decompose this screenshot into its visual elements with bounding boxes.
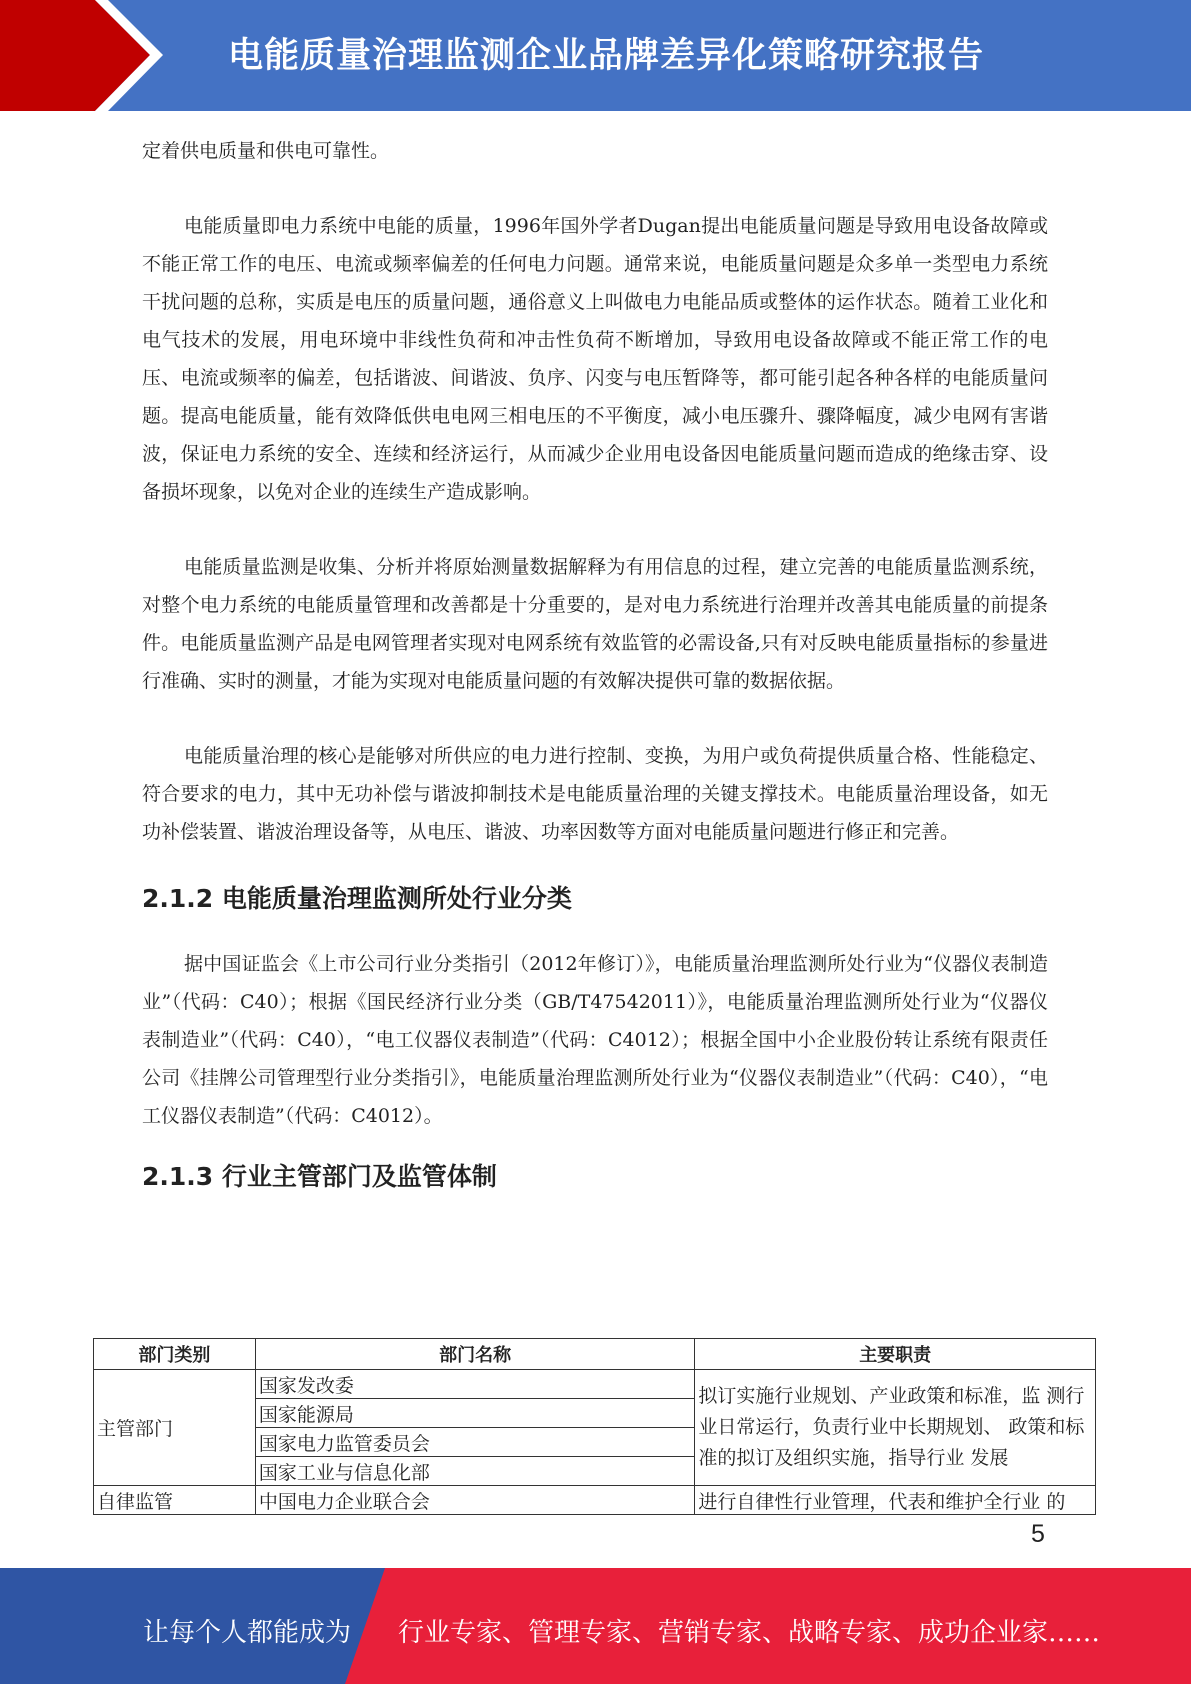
table-cell-dept-name: 国家工业与信息化部 [255, 1457, 695, 1486]
table-row [94, 1370, 1096, 1399]
table-header-cell: 部门类别 [94, 1339, 256, 1370]
section-heading-regulatory-system: 2.1.3 行业主管部门及监管体制 [142, 1162, 497, 1191]
paragraph-power-quality-monitoring: 电能质量监测是收集、分析并将原始测量数据解释为有用信息的过程，建立完善的电能质量监测系统，对整个电力系统的电能质量管理和改善都是十分重要的，是对电力系统进行治理并改善其电能质量的前提条件。电能质量监测产品是电网管理者实现对电网系统有效监管的必需设备,只有对反映电能质量指标的参量进行准确、实时的测量，才能为实现对电能质量问题的有效解决提供可靠的数据依据。 [142, 556, 1048, 692]
page-footer [0, 1568, 1191, 1684]
table-cell-category: 自律监管 [94, 1486, 256, 1515]
table-cell-duty: 进行自律性行业管理，代表和维护全行业 的 [695, 1486, 1096, 1515]
footer-slogan-right: 行业专家、管理专家、营销专家、战略专家、成功企业家…… [398, 1618, 1101, 1648]
table-header-cell: 主要职责 [695, 1339, 1096, 1370]
table-cell-dept-name: 国家电力监管委员会 [255, 1428, 695, 1457]
section-heading-industry-classification: 2.1.2 电能质量治理监测所处行业分类 [142, 884, 572, 913]
table-header-row [94, 1339, 1096, 1370]
main-content [142, 132, 1048, 1197]
table-cell-dept-name: 中国电力企业联合会 [255, 1486, 695, 1515]
paragraph-power-quality-definition: 电能质量即电力系统中电能的质量，1996年国外学者Dugan提出电能质量问题是导致用电设备故障或不能正常工作的电压、电流或频率偏差的任何电力问题。通常来说，电能质量问题是众多单一类型电力系统干扰问题的总称，实质是电压的质量问题，通俗意义上叫做电力电能品质或整体的运作状态。随着工业化和电气技术的发展，用电环境中非线性负荷和冲击性负荷不断增加，导致用电设备故障或不能正常工作的电压、电流或频率的偏差，包括谐波、间谐波、负序、闪变与电压暂降等，都可能引起各种各样的电能质量问题。提高电能质量，能有效降低供电电网三相电压的不平衡度，减小电压骤升、骤降幅度，减少电网有害谐波，保证电力系统的安全、连续和经济运行，从而减少企业用电设备因电能质量问题而造成的绝缘击穿、设备损坏现象，以免对企业的连续生产造成影响。 [142, 215, 1048, 503]
table-cell-duty: 拟订实施行业规划、产业政策和标准，监 测行业日常运行，负责行业中长期规划、 政策和标准的拟订及组织实施，指导行业 发展 [695, 1370, 1096, 1486]
table-cell-dept-name: 国家发改委 [255, 1370, 695, 1399]
department-table [93, 1338, 1096, 1515]
table-header-cell: 部门名称 [255, 1339, 695, 1370]
table-row [94, 1486, 1096, 1515]
paragraph-industry-classification: 据中国证监会《上市公司行业分类指引（2012年修订）》，电能质量治理监测所处行业为“仪器仪表制造业”（代码：C40）；根据《国民经济行业分类（GB/T47542011）》，电能质量治理监测所处行业为“仪器仪表制造业”（代码：C40），“电工仪器仪表制造”（代码：C4012）；根据全国中小企业股份转让系统有限责任公司《挂牌公司管理型行业分类指引》，电能质量治理监测所处行业为“仪器仪表制造业”（代码：C40），“电工仪器仪表制造”（代码：C4012）。 [142, 953, 1048, 1127]
paragraph-intro: 定着供电质量和供电可靠性。 [142, 140, 390, 162]
page-number: 5 [1031, 1520, 1045, 1548]
footer-slogan-left: 让每个人都能成为 [143, 1618, 352, 1648]
page-header [0, 0, 1191, 111]
table-cell-category: 主管部门 [94, 1370, 256, 1486]
report-title: 电能质量治理监测企业品牌差异化策略研究报告 [228, 36, 985, 76]
table-cell-dept-name: 国家能源局 [255, 1399, 695, 1428]
paragraph-power-quality-governance: 电能质量治理的核心是能够对所供应的电力进行控制、变换，为用户或负荷提供质量合格、性能稳定、符合要求的电力，其中无功补偿与谐波抑制技术是电能质量治理的关键支撑技术。电能质量治理设备，如无功补偿装置、谐波治理设备等，从电压、谐波、功率因数等方面对电能质量问题进行修正和完善。 [142, 745, 1048, 843]
